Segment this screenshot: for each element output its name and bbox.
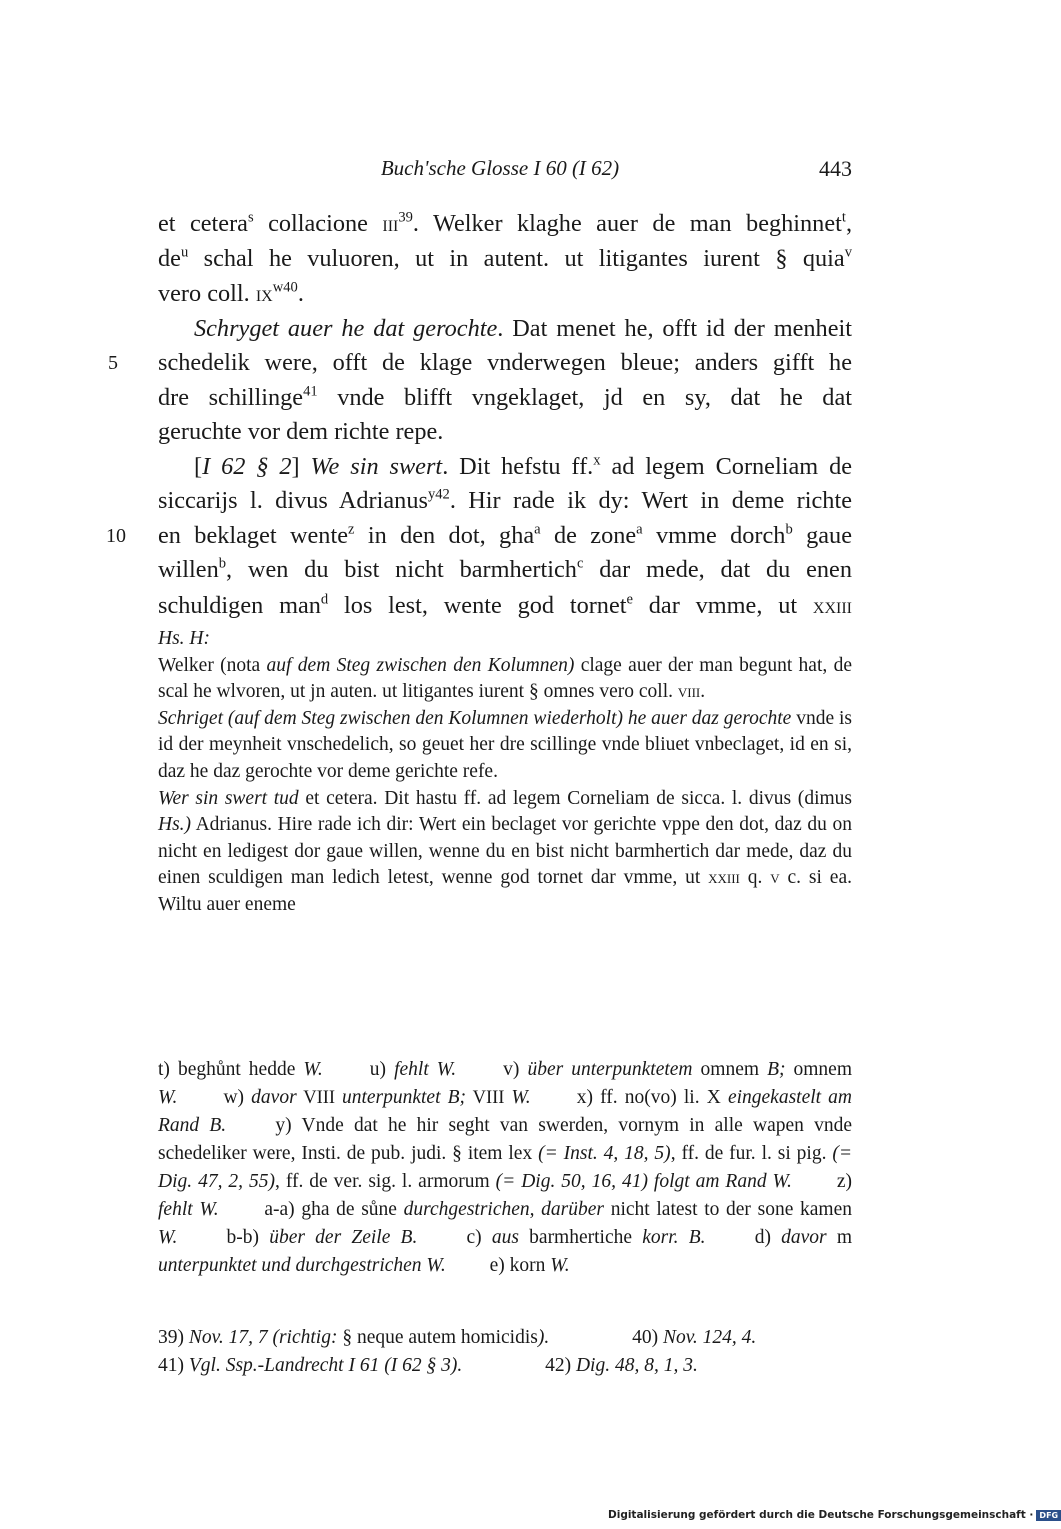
text-line: vero coll. $ix^{w40}$. (158, 279, 304, 307)
variant-paragraph: Wer sin swert tud et cetera. Dit hastu ff. ad legem Corneliam de sicca. l. divus (dimus Hs.) Adrianus. Hire rade ich dir: Wert ein beclaget vor gerichte vppe den dot, daz du on nicht en ledigest dor gaue willen, wenne du en bist nicht barmhertich dar mede, daz du einen sculdigen man ledich letest, wenne god tornet dar vmme, ut xxiii q. v c. si ea. Wiltu auer eneme (158, 787, 852, 915)
variant-paragraph: Schriget (auf dem Steg zwischen den Kolumnen wiederholt) he auer daz gerochte vnde is id der meynheit vnschedelich, so geuet her dre scillinge vnde bliuet vnbeclaget, id en si, daz he daz gerochte vor deme gerichte refe. (158, 707, 852, 782)
note-e: e) korn W. (489, 1255, 570, 1276)
text-line: dre schillinge$^{41}$ vnde blifft vngeklaget, jd en sy, dat he dat (158, 383, 852, 411)
text-line: geruchte vor dem richte repe. (158, 418, 444, 445)
text-line: siccarijs l. divus Adrianus$^{y42}$. Hir rade ik dy: Wert in deme richte (158, 486, 852, 514)
note-a-a: a-a) gha de sůne durchgestrichen, darüber nicht latest to der sone kamen W. (158, 1199, 852, 1248)
reference-42: 42) Dig. 48, 8, 1, 3. (545, 1355, 698, 1376)
dfg-logo: DFG (1036, 1510, 1061, 1521)
main-text (106, 206, 853, 623)
note-u: u) fehlt W. (369, 1059, 457, 1080)
reference-41: 41) Vgl. Ssp.-Landrecht I 61 (I 62 § 3). (158, 1355, 463, 1376)
digitization-credit: Digitalisierung gefördert durch die Deutsche Forschungsgemeinschaft · DFG (608, 1509, 1061, 1521)
text-line: 10 en beklaget wente$^z$ in den dot, gha$^a$ de zone$^a$ vmme dorch$^b$ gaue (158, 519, 852, 554)
text-line: $de^u$ schal he vuluoren, ut in autent. ut litigantes iurent § quia$^v$ (158, 244, 852, 272)
text-line: [I 62 § 2] We sin swert. Dit hefstu ff.$^x$ ad legem Corneliam de (194, 452, 852, 480)
note-v: v) über unterpunktetem omnem B; omnem W. (158, 1059, 853, 1108)
text-line: schuldigen man$^d$ los lest, wente god tornet$^e$ dar vmme, ut xxiii (158, 591, 852, 619)
note-y: y) Vnde dat he hir seght van swerden, vornym in alle wapen vnde schedeliker were, Insti. de pub. judi. § item lex (= Inst. 4, 18, 5), ff. de fur. l. si pig. (= Dig. 47, 2, 55), ff. de ver. sig. l. armorum (= Dig. 50, 16, 41) folgt am Rand W. (158, 1115, 853, 1192)
critical-apparatus (158, 1056, 852, 1280)
note-c: c) aus barmhertiche korr. B. (466, 1227, 706, 1248)
manuscript-h-variant (158, 626, 852, 919)
text-line: Schryget auer he dat gerochte. Dat menet he, offt id der menheit (194, 314, 852, 342)
source-references (158, 1324, 852, 1380)
note-z: z) fehlt W. (158, 1171, 853, 1220)
variant-paragraph: Welker (nota auf dem Steg zwischen den Kolumnen) clage auer der man begunt hat, de scal he wlvoren, ut jn auten. ut litigantes iurent § omnes vero coll. viii. (158, 654, 852, 703)
reference-39: 39) Nov. 17, 7 (richtig: § neque autem homicidis). (158, 1327, 550, 1348)
text-line: willen$^b$, wen du bist nicht barmhertich$^c$ dar mede, dat du enen (158, 555, 852, 583)
text-line: 5 schedelik were, offt de klage vnderwegen bleue; anders gifft he (158, 346, 852, 381)
manuscript-label: Hs. H: (158, 628, 210, 649)
note-x: x) ff. no(vo) li. X eingekastelt am Rand B. (158, 1087, 853, 1136)
note-t: t) beghůnt hedde W. (158, 1059, 323, 1080)
text-line: et cetera$^s$ collacione iii$^{39}$. Welker klaghe auer de man beghinnet$^t$, (158, 209, 853, 237)
line-number: 5 (108, 352, 118, 374)
reference-40: 40) Nov. 124, 4. (632, 1327, 757, 1348)
page-number: 443 (819, 156, 852, 181)
note-d: d) davor m unterpunktet und durchgestrichen W. (158, 1227, 853, 1276)
line-number: 10 (106, 524, 126, 547)
running-header: Buch'sche Glosse I 60 (I 62) (380, 156, 620, 180)
note-w: w) davor VIII unterpunktet B; VIII W. (223, 1087, 531, 1108)
note-b-b: b-b) über der Zeile B. (226, 1227, 418, 1248)
